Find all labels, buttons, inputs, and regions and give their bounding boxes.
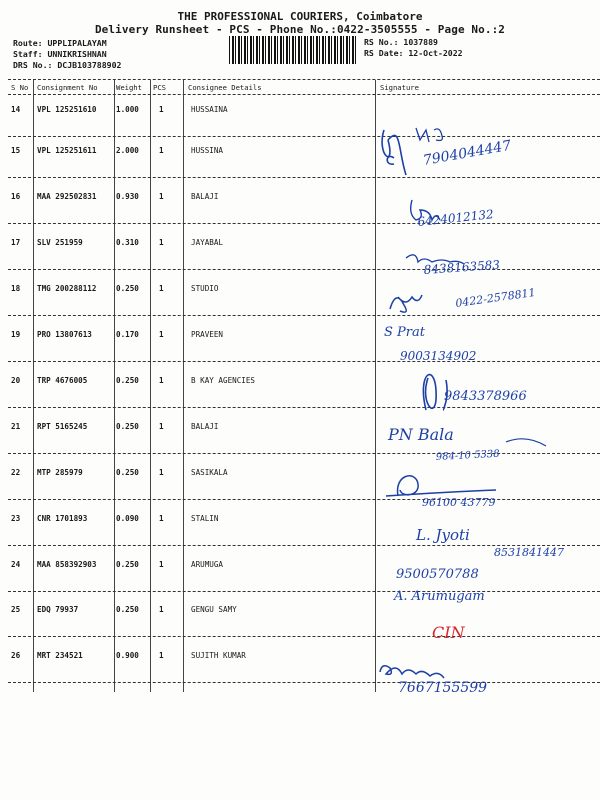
row-sno: 25 (11, 605, 21, 614)
row-consignee: BALAJI (191, 422, 219, 431)
row-consignment-no: MAA 292502831 (37, 192, 97, 201)
row-sno: 24 (11, 560, 21, 569)
signature-r24 (376, 556, 600, 610)
row-rule (8, 177, 600, 178)
table-row (8, 284, 378, 304)
company-title: THE PROFESSIONAL COURIERS, Coimbatore (177, 10, 423, 23)
signature-r17 (376, 240, 600, 284)
row-rule (8, 545, 600, 546)
r24-handwritten-name: A. Arumugam (394, 589, 485, 604)
row-sno: 19 (11, 330, 21, 339)
staff-line: Staff: UNNIKRISHNAN (13, 49, 107, 59)
signature-r23 (376, 518, 600, 568)
row-consignee: STUDIO (191, 284, 219, 293)
row-sno: 23 (11, 514, 21, 523)
row-weight: 0.900 (116, 651, 139, 660)
row-rule (8, 361, 600, 362)
row-consignment-no: TMG 200288112 (37, 284, 97, 293)
table-row (8, 238, 378, 258)
row-weight: 0.090 (116, 514, 139, 523)
row-consignee: HUSSAINA (191, 105, 228, 114)
rs-number: RS No.: 1037889 (364, 37, 438, 47)
table-header (8, 81, 600, 95)
r24-handwritten-phone: 9500570788 (396, 567, 479, 582)
row-weight: 0.250 (116, 284, 139, 293)
row-weight: 0.930 (116, 192, 139, 201)
table-row (8, 376, 378, 396)
row-rule (8, 682, 600, 683)
signature-r14-15 (376, 100, 600, 194)
table-row (8, 192, 378, 212)
row-pcs: 1 (159, 238, 164, 247)
row-consignment-no: PRO 13807613 (37, 330, 92, 339)
r23-handwritten-phone: 8531841447 (494, 546, 564, 559)
row-consignment-no: VPL 125251610 (37, 105, 97, 114)
table-top-rule (8, 79, 600, 80)
col-consignment: Consignment No (37, 83, 98, 92)
row-rule (8, 223, 600, 224)
row-sno: 18 (11, 284, 21, 293)
table-row (8, 560, 378, 580)
row-pcs: 1 (159, 146, 164, 155)
row-pcs: 1 (159, 651, 164, 660)
row-consignee: JAYABAL (191, 238, 224, 247)
rs-date: RS Date: 12-Oct-2022 (364, 48, 463, 58)
col-signature: Signature (380, 83, 419, 92)
row-pcs: 1 (159, 560, 164, 569)
row-weight: 0.250 (116, 560, 139, 569)
row-consignee: GENGU SAMY (191, 605, 237, 614)
row-consignee: HUSSINA (191, 146, 224, 155)
r22-handwritten-phone: 96100 43779 (422, 496, 496, 509)
row-pcs: 1 (159, 376, 164, 385)
signature-r26 (376, 650, 600, 700)
row-sno: 14 (11, 105, 21, 114)
row-weight: 1.000 (116, 105, 139, 114)
row-weight: 0.170 (116, 330, 139, 339)
r20-handwritten-phone: 9843378966 (444, 389, 527, 404)
row-sno: 26 (11, 651, 21, 660)
signature-r20 (376, 360, 600, 424)
runsheet-subtitle: Delivery Runsheet - PCS - Phone No.:0422-3505555 - Page No.:2 (94, 23, 506, 36)
table-row (8, 330, 378, 350)
route-line: Route: UPPLIPALAYAM (13, 38, 107, 48)
row-rule (8, 499, 600, 500)
col-weight: Weight (116, 83, 142, 92)
row-weight: 0.250 (116, 422, 139, 431)
table-row (8, 605, 378, 625)
row-consignee: B KAY AGENCIES (191, 376, 256, 385)
row-consignment-no: SLV 251959 (37, 238, 83, 247)
row-pcs: 1 (159, 330, 164, 339)
row-weight: 0.250 (116, 605, 139, 614)
row-consignee: BALAJI (191, 192, 219, 201)
row-pcs: 1 (159, 284, 164, 293)
row-pcs: 1 (159, 422, 164, 431)
r21-handwritten-name: PN Bala (388, 425, 454, 444)
table-row (8, 468, 378, 488)
row-consignee: SASIKALA (191, 468, 228, 477)
row-consignment-no: CNR 1701893 (37, 514, 88, 523)
row-weight: 0.310 (116, 238, 139, 247)
r14-handwritten-phone: 7904044447 (421, 137, 513, 169)
row-sno: 21 (11, 422, 21, 431)
signature-r18 (376, 285, 600, 325)
signature-r16 (376, 192, 600, 236)
rs-info (364, 37, 463, 59)
r26-handwritten-phone: 7667155599 (398, 680, 488, 696)
row-consignment-no: MTP 285979 (37, 468, 83, 477)
route-info (13, 38, 121, 71)
row-rule (8, 136, 600, 137)
row-consignment-no: MAA 858392903 (37, 560, 97, 569)
row-rule (8, 636, 600, 637)
r18-handwritten-phone: 0422-2578811 (454, 285, 537, 310)
row-consignment-no: MRT 234521 (37, 651, 83, 660)
row-consignment-no: EDQ 79937 (37, 605, 79, 614)
row-pcs: 1 (159, 468, 164, 477)
row-pcs: 1 (159, 192, 164, 201)
row-sno: 17 (11, 238, 21, 247)
col-pcs: PCS (153, 83, 166, 92)
r19-handwritten-name: S Prat (384, 325, 425, 340)
row-weight: 0.250 (116, 468, 139, 477)
col-sno: S No (11, 83, 29, 92)
signature-r25 (376, 618, 600, 652)
row-pcs: 1 (159, 605, 164, 614)
row-weight: 0.250 (116, 376, 139, 385)
row-sno: 16 (11, 192, 21, 201)
row-consignee: STALIN (191, 514, 219, 523)
table-row (8, 422, 378, 442)
barcode (229, 36, 357, 64)
table-row (8, 105, 378, 125)
row-consignment-no: RPT 5165245 (37, 422, 88, 431)
r17-handwritten-phone: 8438163583 (423, 257, 501, 277)
drs-line: DRS No.: DCJB103788902 (13, 60, 122, 70)
row-rule (8, 269, 600, 270)
r16-handwritten-phone: 6424012132 (416, 207, 495, 229)
table-row (8, 146, 378, 166)
row-consignment-no: TRP 4676005 (37, 376, 88, 385)
row-consignment-no: VPL 125251611 (37, 146, 97, 155)
r23-handwritten-name: L. Jyoti (416, 526, 470, 544)
table-row (8, 514, 378, 534)
row-consignee: SUJITH KUMAR (191, 651, 246, 660)
row-sno: 20 (11, 376, 21, 385)
row-rule (8, 591, 600, 592)
row-sno: 22 (11, 468, 21, 477)
r21-handwritten-phone: 984-10 5338 (435, 448, 500, 463)
signature-r22 (376, 470, 600, 514)
signature-r21 (376, 420, 600, 470)
row-rule (8, 407, 600, 408)
r25-handwritten-note: CIN (432, 623, 465, 642)
row-rule (8, 453, 600, 454)
row-rule (8, 315, 600, 316)
row-pcs: 1 (159, 514, 164, 523)
row-consignee: PRAVEEN (191, 330, 224, 339)
row-consignee: ARUMUGA (191, 560, 224, 569)
col-consignee: Consignee Details (188, 83, 262, 92)
row-pcs: 1 (159, 105, 164, 114)
header-rule (8, 94, 600, 95)
row-weight: 2.000 (116, 146, 139, 155)
row-sno: 15 (11, 146, 21, 155)
table-row (8, 651, 378, 671)
r19-handwritten-phone: 9003134902 (400, 349, 477, 363)
